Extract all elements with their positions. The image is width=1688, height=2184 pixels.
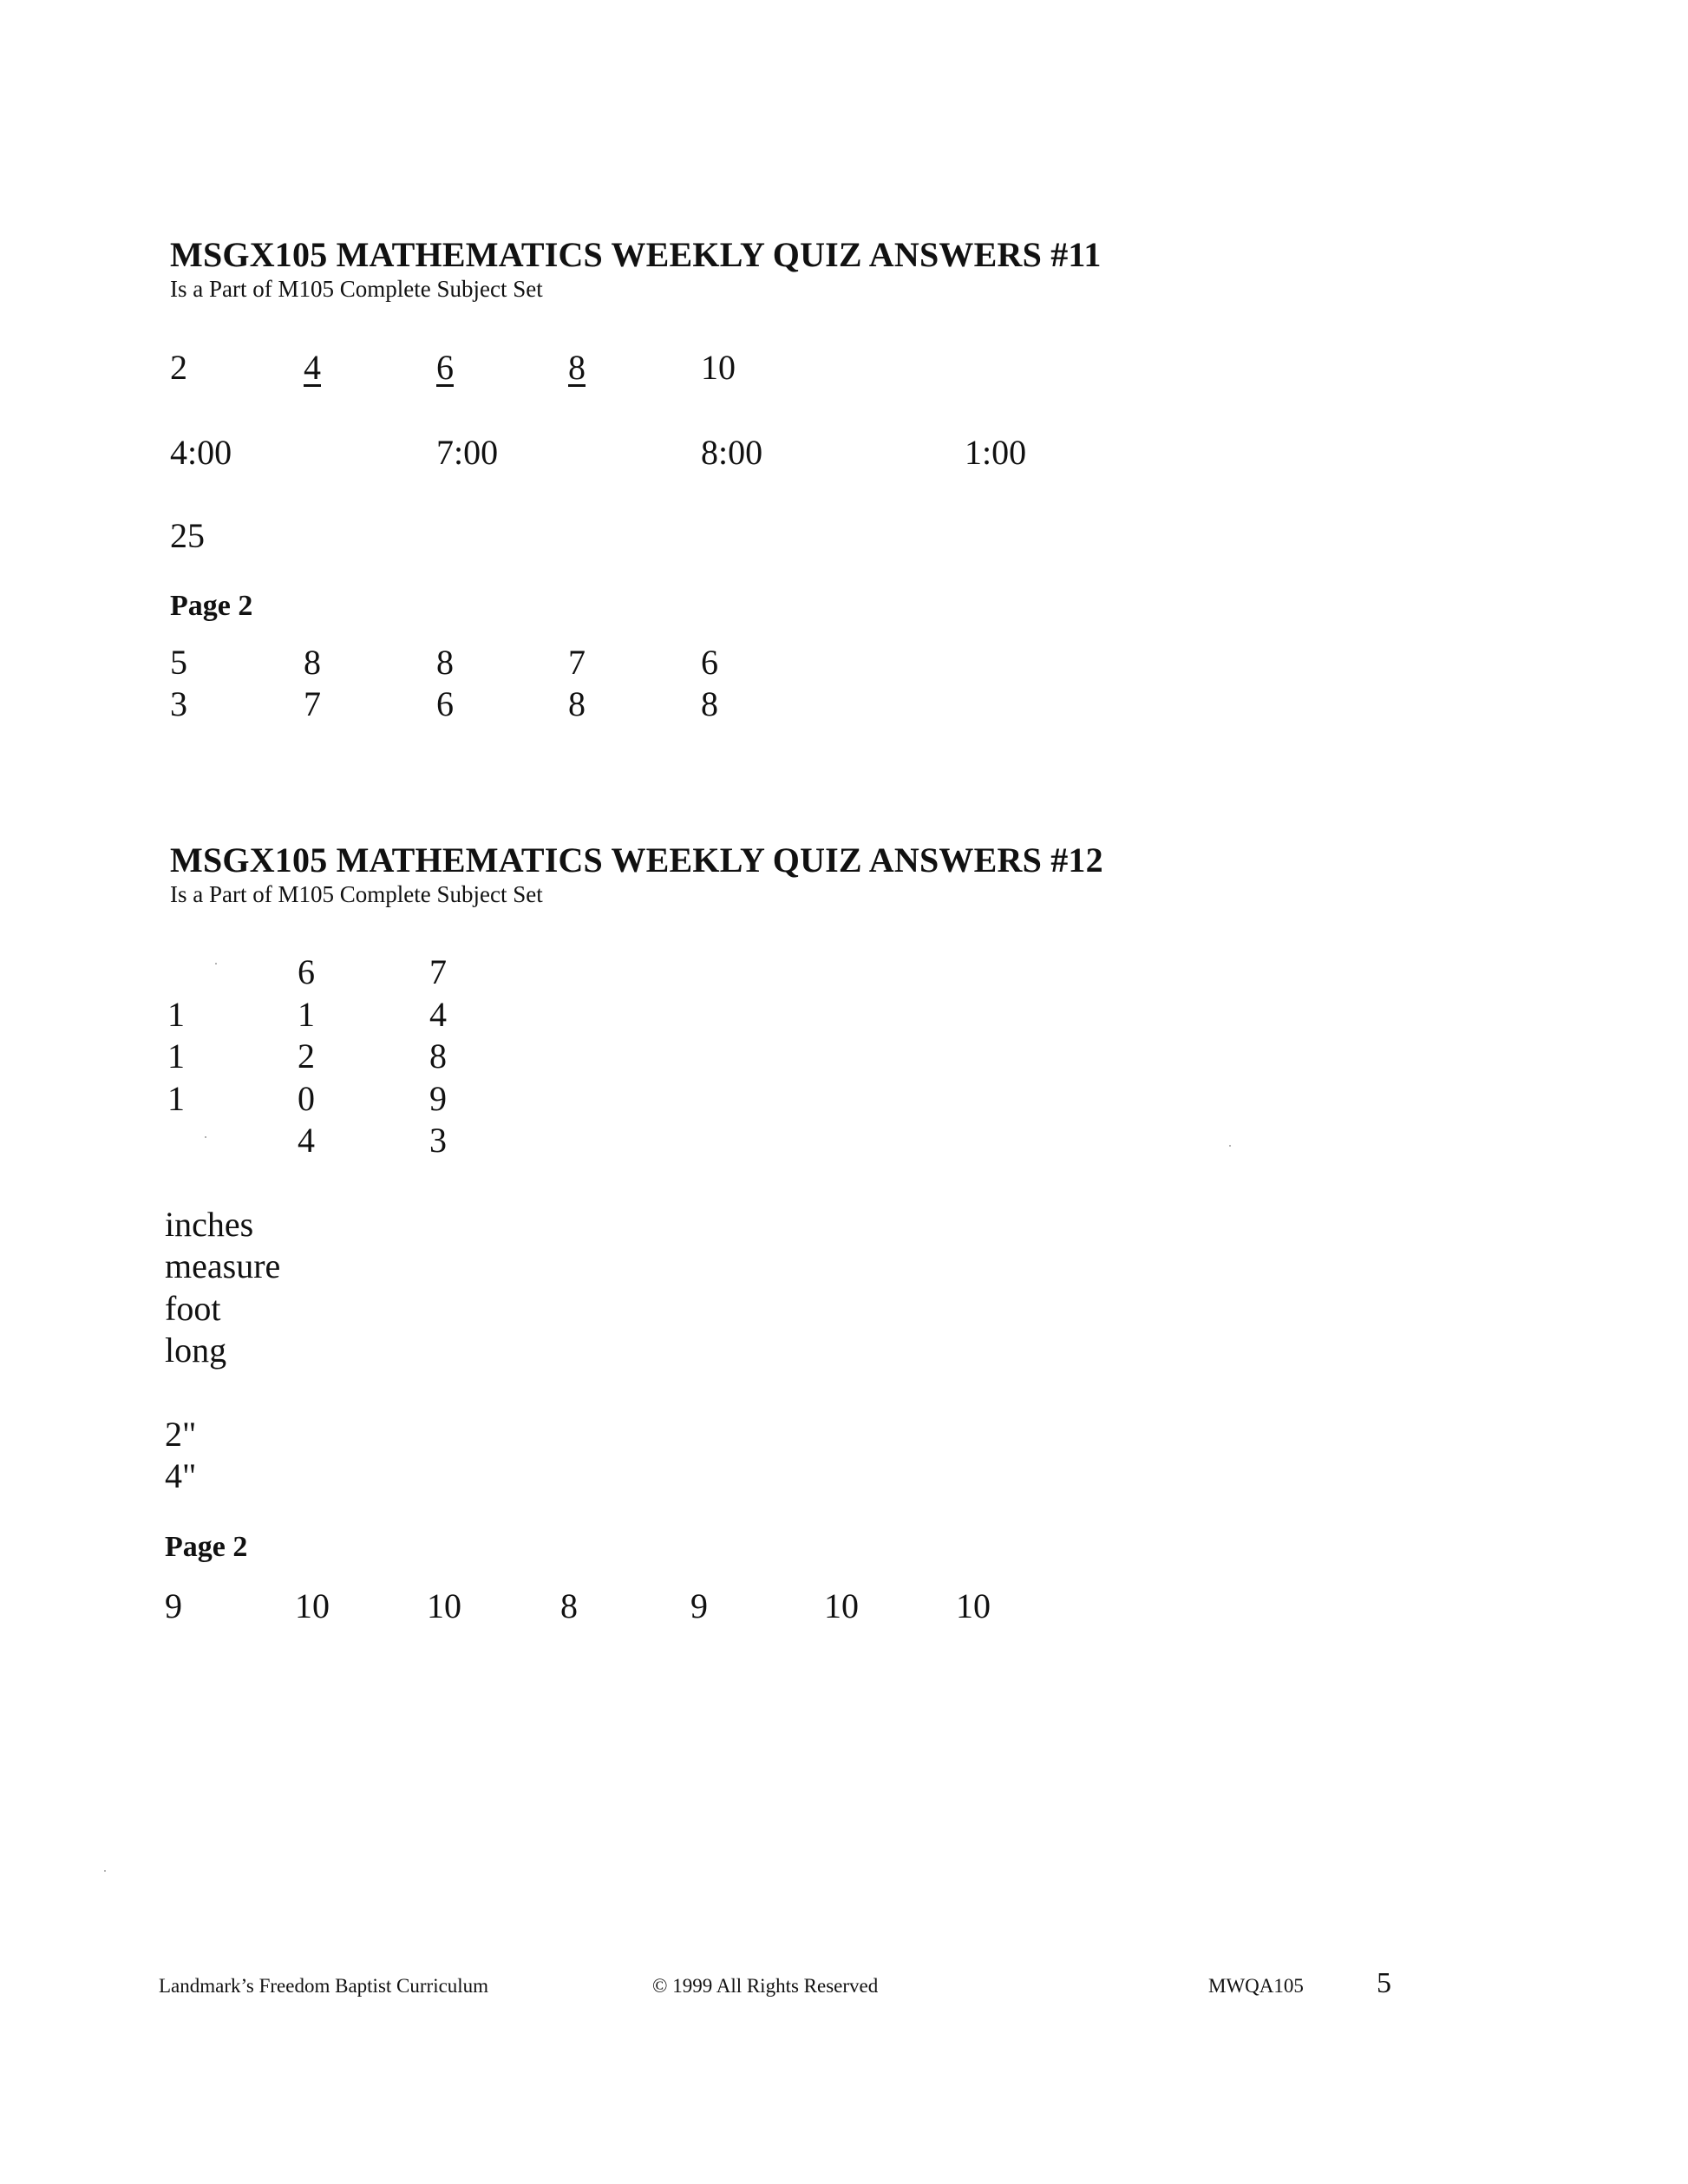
quiz11-subtitle: Is a Part of M105 Complete Subject Set [170,276,543,302]
word-answer: long [165,1331,227,1370]
answer-item: 10 [295,1586,330,1625]
answer-item-underlined: 6 [436,348,454,387]
column-digit: 9 [429,1079,447,1118]
word-answer: measure [165,1246,281,1285]
quiz12-page-label: Page 2 [165,1531,248,1563]
quiz12-subtitle: Is a Part of M105 Complete Subject Set [170,881,543,907]
column-digit: 3 [429,1121,447,1160]
quiz11-page-label: Page 2 [170,590,253,622]
answer-item: 8 [568,684,586,723]
length-answer: 2" [165,1415,197,1454]
answer-item: 8 [436,643,454,682]
quiz12-title: MSGX105 MATHEMATICS WEEKLY QUIZ ANSWERS #12 [170,840,1103,879]
answer-item-underlined: 4 [304,348,321,387]
column-digit: 4 [429,995,447,1034]
answer-item: 5 [170,643,187,682]
time-answer: 8:00 [701,433,763,472]
column-digit: 1 [298,995,315,1034]
answer-item: 9 [690,1586,708,1625]
footer-page-number: 5 [1377,1967,1391,1999]
column-digit: 7 [429,952,447,991]
answer-item: 9 [165,1586,182,1625]
word-answer: inches [165,1205,254,1244]
answer-item: 3 [170,684,187,723]
time-answer: 4:00 [170,433,232,472]
time-answer: 7:00 [436,433,499,472]
footer-publisher: Landmark’s Freedom Baptist Curriculum [159,1975,489,1997]
scan-speck [205,1136,206,1138]
quiz11-title: MSGX105 MATHEMATICS WEEKLY QUIZ ANSWERS #11 [170,235,1102,274]
scan-speck [1229,1145,1231,1147]
time-answer: 1:00 [965,433,1027,472]
answer-item: 10 [427,1586,461,1625]
answer-item: 10 [956,1586,991,1625]
answer-item: 10 [824,1586,859,1625]
footer-code: MWQA105 [1208,1975,1304,1997]
column-digit: 1 [167,1036,185,1076]
answer-item: 7 [568,643,586,682]
column-digit: 1 [167,1079,185,1118]
answer-item: 7 [304,684,321,723]
scan-speck [215,963,217,964]
answer-item-underlined: 8 [568,348,586,387]
quiz11-single-answer: 25 [170,516,205,555]
length-answer: 4" [165,1456,197,1495]
column-digit: 6 [298,952,315,991]
word-answer: foot [165,1289,221,1328]
scan-speck [104,1870,106,1872]
column-digit: 8 [429,1036,447,1076]
answer-item: 8 [560,1586,578,1625]
answer-item: 10 [701,348,736,387]
answer-item: 6 [701,643,718,682]
answer-item: 2 [170,348,187,387]
answer-item: 6 [436,684,454,723]
column-digit: 1 [167,995,185,1034]
column-digit: 0 [298,1079,315,1118]
column-digit: 2 [298,1036,315,1076]
column-digit: 4 [298,1121,315,1160]
answer-item: 8 [304,643,321,682]
footer-copyright: © 1999 All Rights Reserved [652,1975,879,1997]
answer-item: 8 [701,684,718,723]
